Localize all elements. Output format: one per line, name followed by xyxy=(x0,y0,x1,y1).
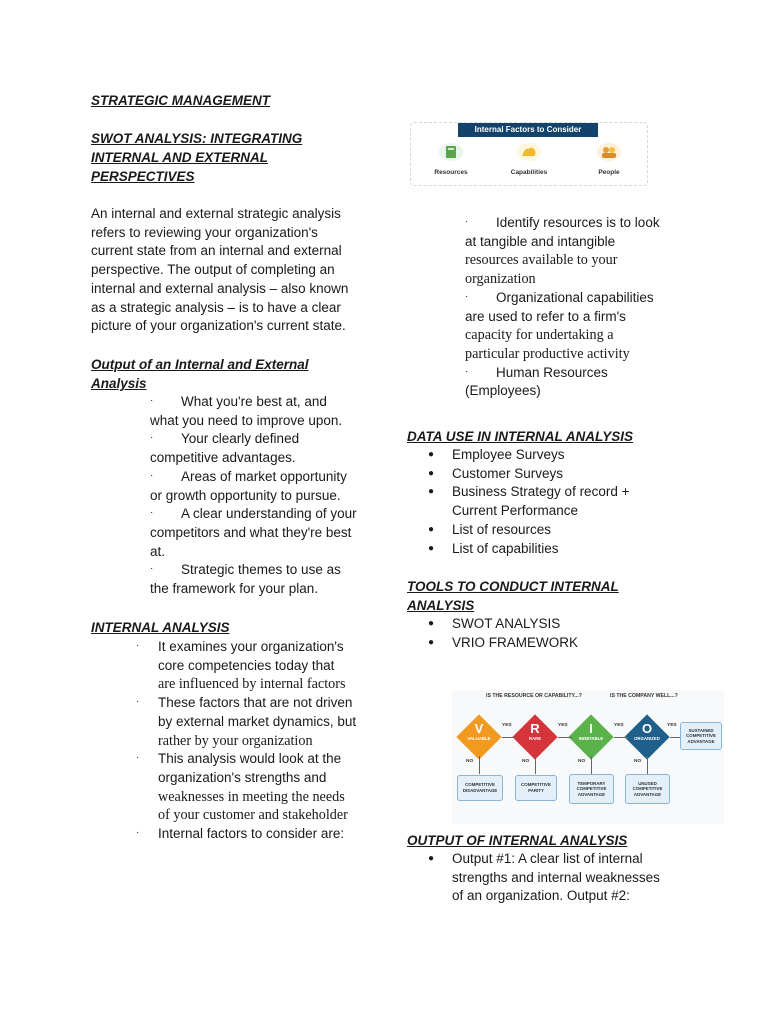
doc-title: STRATEGIC MANAGEMENT xyxy=(91,93,270,108)
output-heading-line-2: Analysis xyxy=(91,376,147,391)
vrio-word: ORGANIZED xyxy=(634,736,660,741)
tools-heading-line-1: TOOLS TO CONDUCT INTERNAL xyxy=(407,579,619,594)
arrow-line xyxy=(591,756,592,774)
list-item: ● List of capabilities xyxy=(428,540,559,556)
intro-line: An internal and external strategic analysis xyxy=(91,206,341,221)
intro-paragraph xyxy=(91,205,348,336)
vrio-letter: V xyxy=(474,721,484,736)
swot-heading-line-3: PERSPECTIVES xyxy=(91,169,195,184)
arrow-line xyxy=(614,737,628,738)
list-item: · Strategic themes to use as the framework for your plan. xyxy=(150,562,341,597)
arrow-line xyxy=(647,756,648,774)
outcome-temporary: TEMPORARY COMPETITIVE ADVANTAGE xyxy=(569,774,614,804)
arrow-line xyxy=(535,756,536,774)
vrio-word: INIMITABLE xyxy=(578,736,604,741)
figure-title: Internal Factors to Consider xyxy=(458,123,598,137)
list-item: ● VRIO FRAMEWORK xyxy=(428,634,579,650)
figure-item-capabilities: Capabilities xyxy=(499,143,559,176)
output-internal-heading: OUTPUT OF INTERNAL ANALYSIS xyxy=(407,833,628,848)
outcome-parity: COMPETITIVE PARITY xyxy=(515,775,557,801)
list-item: · Areas of market opportunity or growth opportunity to pursue. xyxy=(150,468,347,503)
yes-label: YES xyxy=(614,723,624,728)
arrow-line xyxy=(670,737,680,738)
bullet-dot: · xyxy=(150,469,154,481)
list-item: ● Business Strategy of record + Current Performance xyxy=(428,484,630,519)
vrio-word: RARE xyxy=(528,736,542,741)
bullet-dot: · xyxy=(150,563,154,575)
intro-line: picture of your organization's current state. xyxy=(91,318,346,334)
intro-line: internal and external analysis – also known xyxy=(91,280,349,296)
bullet-dot: · xyxy=(136,827,140,839)
vrio-letter: R xyxy=(530,721,540,736)
swot-heading-line-1: SWOT ANALYSIS: INTEGRATING xyxy=(91,131,303,146)
yes-label: YES xyxy=(667,723,677,728)
vrio-word: VALUABLE xyxy=(467,736,491,741)
outcome-sustained: SUSTAINED COMPETITIVE ADVANTAGE xyxy=(680,722,722,750)
list-item: ● Output #1: A clear list of internal strengths and internal weaknesses of an organization. Output #2: xyxy=(428,851,660,904)
no-label: NO xyxy=(466,759,474,764)
list-item: · These factors that are not driven by external market dynamics, but rather by your organization xyxy=(136,695,357,749)
outcome-disadvantage: COMPETITIVE DISADVANTAGE xyxy=(457,775,503,801)
output-list xyxy=(150,393,380,599)
internal-factors-figure xyxy=(410,122,648,186)
tools-heading-line-2: ANALYSIS xyxy=(407,598,475,613)
bullet-dot: · xyxy=(465,290,469,302)
bullet-dot: · xyxy=(136,696,140,708)
outcome-unused: UNUSED COMPETITIVE ADVANTAGE xyxy=(625,774,670,804)
people-icon xyxy=(597,143,621,161)
figure-item-resources: Resources xyxy=(421,143,481,176)
no-label: NO xyxy=(522,759,530,764)
list-item: · Identify resources is to look at tangible and intangible resources available to your organization xyxy=(465,215,660,288)
vrio-letter: O xyxy=(641,721,653,736)
resources-icon xyxy=(439,143,463,161)
figure-item-people: People xyxy=(579,143,639,176)
arrow-line xyxy=(558,737,572,738)
arrow-line xyxy=(502,737,516,738)
vrio-question-2: IS THE COMPANY WELL...? xyxy=(610,693,678,699)
arrow-line xyxy=(479,756,480,774)
vrio-framework-figure xyxy=(452,690,724,824)
list-item: · This analysis would look at the organization's strengths and weaknesses in meeting the needs of your customer and stakeholder xyxy=(136,751,348,824)
list-item: · A clear understanding of your competitors and what they're best at. xyxy=(150,506,357,559)
muscle-icon xyxy=(517,143,541,161)
swot-heading-line-2: INTERNAL AND EXTERNAL xyxy=(91,150,269,165)
data-use-heading: DATA USE IN INTERNAL ANALYSIS xyxy=(407,429,634,444)
bullet-dot: · xyxy=(150,507,154,519)
yes-label: YES xyxy=(502,723,512,728)
no-label: NO xyxy=(634,759,642,764)
output-internal-list xyxy=(407,850,660,906)
factor-list xyxy=(465,214,705,401)
list-item: · Internal factors to consider are: xyxy=(136,826,345,842)
internal-list xyxy=(136,638,376,844)
no-label: NO xyxy=(578,759,586,764)
intro-line: refers to reviewing your organization's xyxy=(91,224,318,240)
bullet-dot: · xyxy=(150,395,154,406)
list-item: · Organizational capabilities are used to refer to a firm's capacity for undertaking a particular productive activity xyxy=(465,289,654,362)
intro-line: as a strategic analysis – is to have a clear xyxy=(91,299,341,315)
data-use-list xyxy=(407,446,629,558)
bullet-dot: · xyxy=(136,640,140,651)
yes-label: YES xyxy=(558,723,568,728)
list-item: · It examines your organization's core competencies today that are influenced by internal factors xyxy=(136,639,346,693)
list-item: · Human Resources (Employees) xyxy=(465,364,608,399)
list-item: ● Customer Surveys xyxy=(428,465,564,481)
tools-list xyxy=(407,615,578,652)
intro-line: current state from an internal and external xyxy=(91,243,342,259)
bullet-dot: · xyxy=(136,752,140,764)
list-item: ● SWOT ANALYSIS xyxy=(428,616,561,631)
list-item: ● Employee Surveys xyxy=(428,447,565,462)
bullet-dot: · xyxy=(150,432,154,444)
internal-analysis-heading: INTERNAL ANALYSIS xyxy=(91,620,230,635)
output-heading-line-1: Output of an Internal and External xyxy=(91,357,309,372)
intro-line: perspective. The output of completing an xyxy=(91,262,335,278)
bullet-dot: · xyxy=(465,365,469,377)
list-item: ● List of resources xyxy=(428,521,552,537)
list-item: · Your clearly defined competitive advantages. xyxy=(150,431,300,466)
vrio-letter: I xyxy=(589,721,593,736)
list-item: · What you're best at, and what you need to improve upon. xyxy=(150,394,343,428)
bullet-dot: · xyxy=(465,216,469,227)
vrio-question-1: IS THE RESOURCE OR CAPABILITY...? xyxy=(486,693,582,699)
